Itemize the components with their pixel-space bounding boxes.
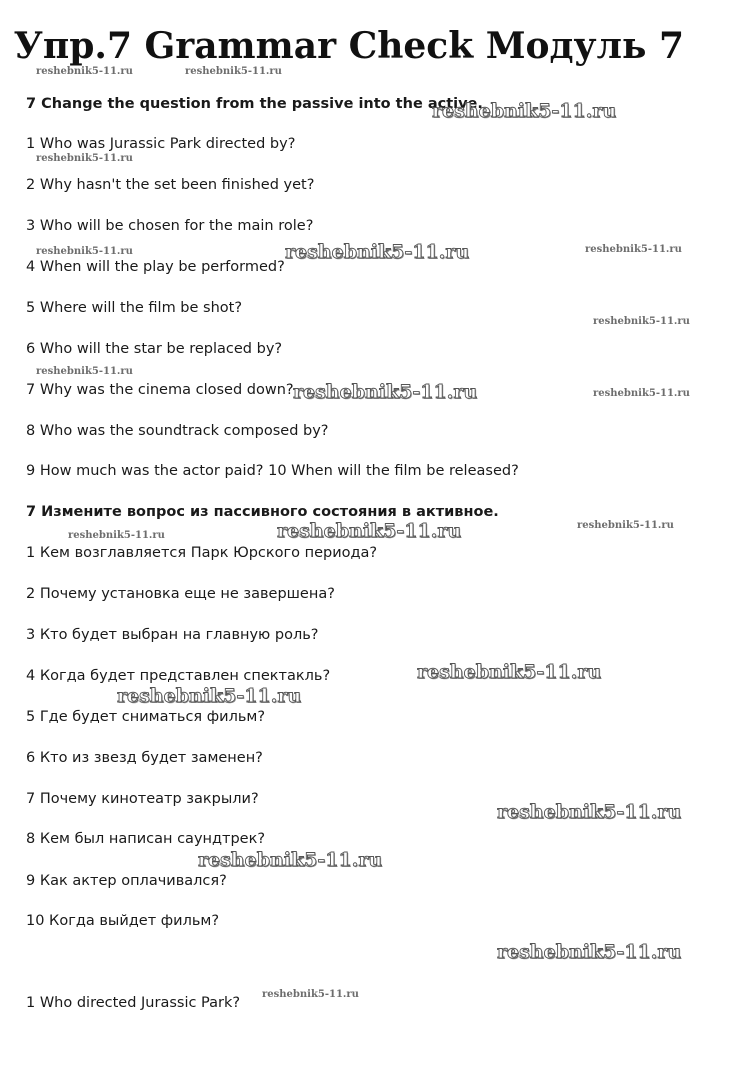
watermark: reshebnik5-11.ru	[185, 66, 282, 77]
english-question-3: 3 Who will be chosen for the main role?	[26, 218, 314, 234]
english-question-2: 2 Why hasn't the set been finished yet?	[26, 177, 315, 193]
russian-question-2: 2 Почему установка еще не завершена?	[26, 586, 335, 602]
watermark: reshebnik5-11.ru	[417, 661, 602, 683]
watermark: reshebnik5-11.ru	[36, 66, 133, 77]
english-question-5: 5 Where will the film be shot?	[26, 300, 243, 316]
page-title: Упр.7 Grammar Check Модуль 7	[13, 25, 684, 67]
russian-question-1: 1 Кем возглавляется Парк Юрского периода?	[26, 545, 378, 561]
watermark: reshebnik5-11.ru	[285, 241, 470, 263]
russian-heading: 7 Измените вопрос из пассивного состояния в активное.	[26, 504, 499, 520]
english-heading: 7 Change the question from the passive into the active.	[26, 96, 483, 112]
watermark: reshebnik5-11.ru	[577, 520, 674, 531]
watermark: reshebnik5-11.ru	[198, 849, 383, 871]
watermark: reshebnik5-11.ru	[432, 100, 617, 122]
russian-question-6: 6 Кто из звезд будет заменен?	[26, 750, 263, 766]
watermark: reshebnik5-11.ru	[36, 246, 133, 257]
watermark: reshebnik5-11.ru	[497, 801, 682, 823]
russian-question-9: 9 Как актер оплачивался?	[26, 873, 227, 889]
watermark: reshebnik5-11.ru	[593, 316, 690, 327]
watermark: reshebnik5-11.ru	[117, 685, 302, 707]
watermark: reshebnik5-11.ru	[593, 388, 690, 399]
russian-question-3: 3 Кто будет выбран на главную роль?	[26, 627, 319, 643]
answer-1: 1 Who directed Jurassic Park?	[26, 995, 241, 1011]
english-question-1: 1 Who was Jurassic Park directed by?	[26, 136, 296, 152]
watermark: reshebnik5-11.ru	[277, 520, 462, 542]
watermark: reshebnik5-11.ru	[262, 989, 359, 1000]
english-question-4: 4 When will the play be performed?	[26, 259, 285, 275]
watermark: reshebnik5-11.ru	[36, 153, 133, 164]
russian-question-10: 10 Когда выйдет фильм?	[26, 913, 220, 929]
russian-question-4: 4 Когда будет представлен спектакль?	[26, 668, 331, 684]
watermark: reshebnik5-11.ru	[497, 941, 682, 963]
watermark: reshebnik5-11.ru	[68, 530, 165, 541]
english-question-8: 8 Who was the soundtrack composed by?	[26, 423, 329, 439]
watermark: reshebnik5-11.ru	[293, 381, 478, 403]
english-question-9-10: 9 How much was the actor paid? 10 When will the film be released?	[26, 463, 519, 479]
watermark: reshebnik5-11.ru	[585, 244, 682, 255]
russian-question-8: 8 Кем был написан саундтрек?	[26, 831, 266, 847]
english-question-6: 6 Who will the star be replaced by?	[26, 341, 283, 357]
english-question-7: 7 Why was the cinema closed down?	[26, 382, 294, 398]
russian-question-5: 5 Где будет сниматься фильм?	[26, 709, 266, 725]
russian-question-7: 7 Почему кинотеатр закрыли?	[26, 791, 259, 807]
watermark: reshebnik5-11.ru	[36, 366, 133, 377]
